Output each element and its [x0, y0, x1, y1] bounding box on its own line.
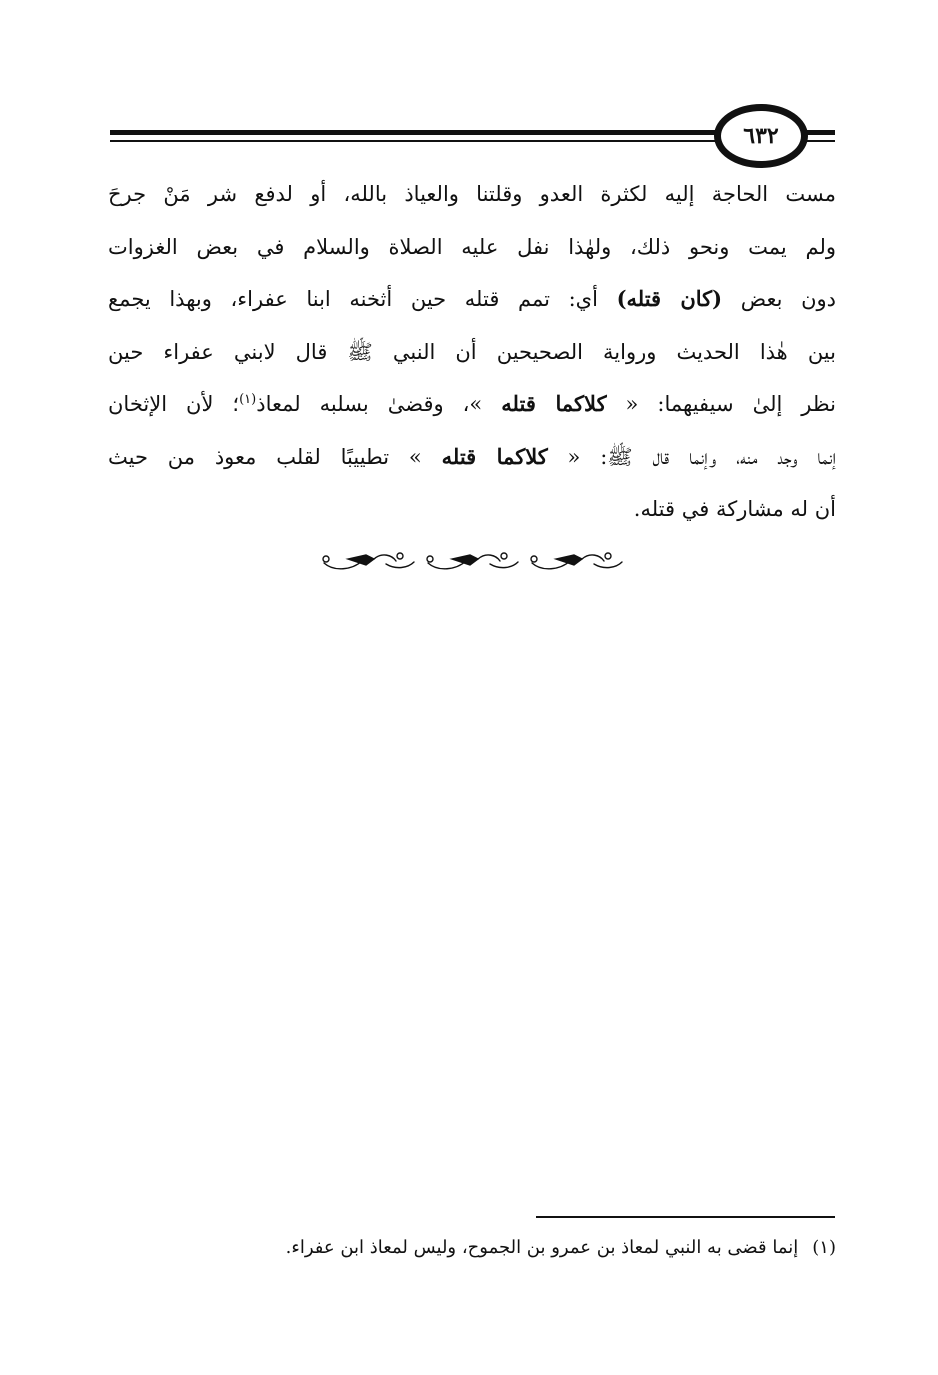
body-line-5: نظر إلىٰ سيفيهما: « كلاكما قتله »، وقضىٰ بسلبه لمعاذ$^{(١)}$؛ لأن الإثخان: [108, 391, 836, 416]
body-line-4: بين هٰذا الحديث ورواية الصحيحين أن النبي ﷺ قال لابني عفراء حين: [108, 339, 836, 364]
body-line-6: إنما وجد منه، وإنما قال ﷺ: « كلاكما قتله » تطييبًا لقلب معوذ من حيث: [108, 443, 836, 469]
page-number-badge: [714, 104, 808, 168]
footnote-reference: (١): [239, 392, 257, 407]
body-line-1: مست الحاجة إليه لكثرة العدو وقلتنا والعياذ بالله، أو لدفع شر مَنْ جرحَ: [108, 182, 836, 206]
bold-quote: كلاكما قتله: [441, 443, 548, 469]
bold-quote: كلاكما قتله: [501, 391, 607, 416]
footnote-text: إنما قضى به النبي لمعاذ بن عمرو بن الجموح، وليس لمعاذ ابن عفراء.: [285, 1237, 799, 1258]
footnote-separator: [536, 1216, 835, 1218]
body-line-2: ولم يمت ونحو ذلك، ولهٰذا نفل عليه الصلاة والسلام في بعض الغزوات: [108, 234, 836, 259]
section-ornament-icon: [318, 546, 624, 576]
main-text: [108, 168, 836, 536]
page-number: ٦٣٢: [743, 123, 779, 149]
footnote: [108, 1230, 836, 1266]
bold-phrase: (كان قتله): [616, 286, 723, 311]
footnote-marker: (١): [812, 1237, 836, 1258]
body-line-7: أن له مشاركة في قتله.: [633, 497, 836, 521]
body-line-3: دون بعض (كان قتله) أي: تمم قتله حين أثخنه ابنا عفراء، وبهذا يجمع: [108, 286, 836, 311]
